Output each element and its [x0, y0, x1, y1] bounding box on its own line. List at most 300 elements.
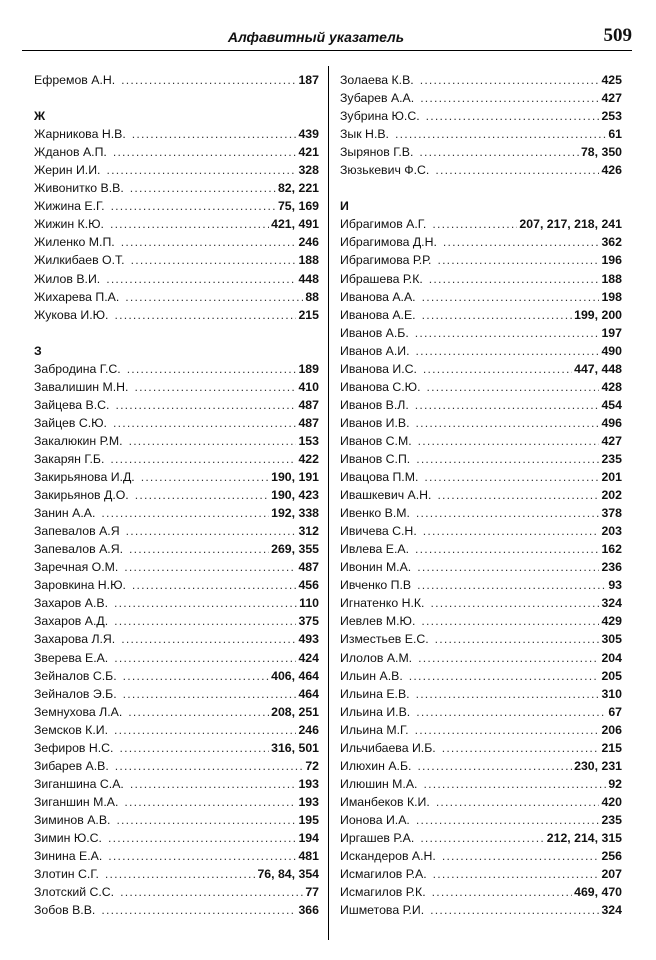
index-entry: [34, 865, 319, 883]
index-entry: [34, 630, 319, 648]
page-references: 312: [298, 524, 319, 539]
index-entry: [34, 125, 319, 143]
section-letter: З: [34, 343, 42, 358]
index-entry: [340, 793, 622, 811]
index-entry: [340, 739, 622, 757]
page-references: 366: [298, 903, 319, 918]
dot-leader: [442, 739, 600, 757]
index-entry: [340, 685, 622, 703]
author-name: Зиминов А.В.: [34, 812, 111, 827]
dot-leader: [420, 829, 544, 847]
dot-leader: [129, 432, 297, 450]
page-references: 256: [601, 849, 622, 864]
author-name: Закирьянов Д.О.: [34, 488, 129, 503]
author-name: Зибарев А.В.: [34, 758, 109, 773]
page-references: 246: [298, 235, 319, 250]
index-entry: [34, 414, 319, 432]
author-name: Искандеров А.Н.: [340, 849, 436, 864]
author-name: Захаров А.Д.: [34, 614, 109, 629]
author-name: Ильина И.В.: [340, 704, 411, 719]
index-entry: [340, 594, 622, 612]
author-name: Зверева Е.А.: [34, 650, 109, 665]
author-name: Запевалов А.Я.: [34, 542, 124, 557]
author-name: Заровкина Н.Ю.: [34, 578, 126, 593]
page-references: 426: [601, 163, 622, 178]
page-references: 206: [601, 722, 622, 737]
page-references: 162: [601, 542, 622, 557]
author-name: Жарникова Н.В.: [34, 127, 126, 142]
author-name: Жданов А.П.: [34, 145, 107, 160]
dot-leader: [113, 143, 297, 161]
author-name: Иргашев Р.А.: [340, 830, 415, 845]
author-name: Жилкибаев О.Т.: [34, 253, 125, 268]
index-entry: [340, 89, 622, 107]
page-references: 61: [608, 127, 622, 142]
page-references: 196: [601, 253, 622, 268]
page-references: 205: [601, 668, 622, 683]
dot-leader: [422, 288, 600, 306]
page-references: 447, 448: [574, 361, 622, 376]
page-references: 487: [298, 415, 319, 430]
page-references: 406, 464: [271, 668, 319, 683]
index-entry: [340, 468, 622, 486]
index-entry: [34, 811, 319, 829]
author-name: Иевлев М.Ю.: [340, 614, 416, 629]
dot-leader: [417, 757, 572, 775]
author-name: Жиленко М.П.: [34, 235, 115, 250]
index-entry: [340, 847, 622, 865]
page-references: 201: [601, 470, 622, 485]
index-entry: [34, 829, 319, 847]
author-name: Закарян Г.Б.: [34, 451, 105, 466]
index-entry: [34, 251, 319, 269]
page-references: 194: [298, 830, 319, 845]
dot-leader: [130, 775, 297, 793]
author-name: Илюхин А.Б.: [340, 758, 412, 773]
page-references: 328: [298, 163, 319, 178]
author-name: Зиганшин М.А.: [34, 794, 119, 809]
page-references: 188: [601, 271, 622, 286]
author-name: Ивацова П.М.: [340, 470, 419, 485]
index-entry: [34, 179, 319, 197]
index-entry: [340, 251, 622, 269]
page-references: 310: [601, 686, 622, 701]
author-name: Иванова А.А.: [340, 289, 416, 304]
index-entry: [34, 161, 319, 179]
dot-leader: [426, 107, 600, 125]
author-name: Ильина М.Г.: [340, 722, 409, 737]
author-name: Зык Н.В.: [340, 127, 389, 142]
index-entry: [34, 486, 319, 504]
dot-leader: [125, 288, 303, 306]
author-name: Жижина Е.Г.: [34, 199, 105, 214]
page-references: 153: [298, 433, 319, 448]
dot-leader: [416, 811, 600, 829]
index-entry: [340, 901, 622, 919]
index-entry: [34, 360, 319, 378]
author-name: Ишметова Р.И.: [340, 903, 425, 918]
page-references: 425: [601, 73, 622, 87]
page-references: 190, 423: [271, 488, 319, 503]
page-references: 375: [298, 614, 319, 629]
page-references: 207, 217, 218, 241: [519, 217, 622, 232]
page-references: 421: [298, 145, 319, 160]
author-name: Злотский С.С.: [34, 885, 115, 900]
dot-leader: [418, 432, 600, 450]
page-references: 469, 470: [574, 885, 622, 900]
dot-leader: [101, 504, 269, 522]
dot-leader: [120, 883, 303, 901]
page-references: 316, 501: [271, 740, 319, 755]
page-references: 76, 84, 354: [257, 867, 319, 882]
index-entry: [34, 197, 319, 215]
dot-leader: [115, 396, 296, 414]
page-references: 253: [601, 109, 622, 124]
dot-leader: [108, 829, 297, 847]
dot-leader: [415, 540, 599, 558]
author-name: Закирьянова И.Д.: [34, 470, 135, 485]
author-name: Занин А.А.: [34, 506, 96, 521]
dot-leader: [443, 233, 600, 251]
page-references: 195: [298, 812, 319, 827]
dot-leader: [115, 757, 304, 775]
dot-leader: [395, 125, 606, 143]
author-name: Ильина Е.В.: [340, 686, 410, 701]
index-entry: [340, 414, 622, 432]
index-entry: [34, 233, 319, 251]
dot-leader: [131, 251, 297, 269]
author-name: Зырянов Г.В.: [340, 145, 414, 160]
author-name: Иванов С.М.: [340, 433, 412, 448]
dot-leader: [106, 161, 296, 179]
section-letter: Ж: [34, 109, 46, 124]
page-references: 88: [305, 289, 319, 304]
dot-leader: [126, 522, 297, 540]
dot-leader: [435, 630, 600, 648]
dot-leader: [423, 360, 572, 378]
dot-leader: [129, 540, 269, 558]
author-name: Запевалов А.Я: [34, 524, 120, 539]
page-references: 192, 338: [271, 506, 319, 521]
dot-leader: [418, 649, 599, 667]
index-entry: [340, 432, 622, 450]
index-entry: [340, 865, 622, 883]
index-entry: [340, 612, 622, 630]
index-entry: [340, 324, 622, 342]
author-name: Ибрашева Р.К.: [340, 271, 423, 286]
page-references: 93: [608, 578, 622, 593]
index-entry: [340, 125, 622, 143]
author-name: Ильчибаева И.Б.: [340, 740, 436, 755]
page-references: 324: [601, 903, 622, 918]
page-references: 496: [601, 415, 622, 430]
page-references: 493: [298, 632, 319, 647]
index-entry: [34, 612, 319, 630]
author-name: Захаров А.В.: [34, 596, 108, 611]
author-name: Зинина Е.А.: [34, 849, 103, 864]
index-entry: [340, 829, 622, 847]
page-references: 487: [298, 560, 319, 575]
dot-leader: [106, 270, 296, 288]
index-entry: [34, 288, 319, 306]
author-name: Ивенко В.М.: [340, 506, 410, 521]
page-references: 203: [601, 524, 622, 539]
index-entry: [34, 703, 319, 721]
page-references: 236: [601, 560, 622, 575]
index-entry: [340, 233, 622, 251]
author-name: Заречная О.М.: [34, 560, 119, 575]
author-name: Иванов А.И.: [340, 343, 410, 358]
author-name: Золаева К.В.: [340, 73, 414, 87]
dot-leader: [128, 703, 269, 721]
dot-leader: [430, 594, 599, 612]
author-name: Земсков К.И.: [34, 722, 109, 737]
dot-leader: [419, 143, 579, 161]
page-references: 246: [298, 722, 319, 737]
page-references: 429: [601, 614, 622, 629]
author-name: Иванов С.П.: [340, 451, 411, 466]
page-references: 230, 231: [574, 758, 622, 773]
dot-leader: [116, 811, 296, 829]
index-entry: [34, 685, 319, 703]
index-entry: [34, 432, 319, 450]
index-entry: [34, 450, 319, 468]
page-references: 187: [298, 73, 319, 87]
page-references: 190, 191: [271, 470, 319, 485]
dot-leader: [124, 793, 296, 811]
index-entry: [340, 649, 622, 667]
author-name: Закалюкин Р.М.: [34, 433, 123, 448]
index-entry: [34, 667, 319, 685]
page-references: 448: [298, 271, 319, 286]
page-references: 202: [601, 488, 622, 503]
dot-leader: [430, 901, 599, 919]
author-name: Жерин И.И.: [34, 163, 101, 178]
index-entry: [340, 703, 622, 721]
page-references: 199, 200: [574, 307, 622, 322]
dot-leader: [101, 901, 296, 919]
page-references: 454: [601, 397, 622, 412]
author-name: Исмагилов Р.А.: [340, 867, 427, 882]
index-entry: [340, 161, 622, 179]
dot-leader: [427, 378, 600, 396]
page-references: 424: [298, 650, 319, 665]
index-entry: [34, 71, 319, 89]
author-name: Иманбеков К.И.: [340, 794, 430, 809]
page-references: 439: [298, 127, 319, 142]
index-entry: [34, 143, 319, 161]
dot-leader: [123, 667, 269, 685]
index-entry: [340, 486, 622, 504]
section-spacer: [34, 324, 319, 342]
index-entry: [34, 378, 319, 396]
dot-leader: [416, 450, 599, 468]
dot-leader: [123, 685, 297, 703]
index-entry: [34, 540, 319, 558]
right-column: [340, 71, 622, 919]
author-name: Злотин С.Г.: [34, 867, 99, 882]
dot-leader: [105, 865, 256, 883]
index-entry: [34, 721, 319, 739]
dot-leader: [114, 721, 296, 739]
dot-leader: [416, 504, 600, 522]
page-references: 75, 169: [277, 199, 319, 214]
page-references: 215: [298, 307, 319, 322]
section-letter: И: [340, 199, 349, 214]
author-name: Ибрагимова Р.Р.: [340, 253, 432, 268]
dot-leader: [416, 685, 600, 703]
dot-leader: [114, 612, 296, 630]
index-entry: [340, 721, 622, 739]
dot-leader: [141, 468, 269, 486]
page-references: 490: [601, 343, 622, 358]
left-column: [34, 71, 319, 919]
page-references: 420: [601, 794, 622, 809]
author-name: Ионова И.А.: [340, 812, 410, 827]
page-references: 427: [601, 91, 622, 106]
index-entry: [34, 522, 319, 540]
page-references: 235: [601, 451, 622, 466]
author-name: Иванов А.Б.: [340, 325, 409, 340]
author-name: Ивонин М.А.: [340, 560, 412, 575]
page-references: 422: [298, 451, 319, 466]
dot-leader: [415, 396, 600, 414]
page-header: [22, 26, 632, 52]
dot-leader: [432, 215, 517, 233]
index-entry: [340, 558, 622, 576]
page-references: 207: [601, 867, 622, 882]
page-references: 188: [298, 253, 319, 268]
dot-leader: [111, 197, 276, 215]
dot-leader: [416, 342, 600, 360]
page-references: 204: [601, 650, 622, 665]
author-name: Ивлева Е.А.: [340, 542, 409, 557]
dot-leader: [110, 215, 269, 233]
author-name: Захарова Л.Я.: [34, 632, 116, 647]
author-name: Иванов И.В.: [340, 415, 410, 430]
author-name: Иванова А.Е.: [340, 307, 416, 322]
author-name: Жихарева П.А.: [34, 289, 120, 304]
author-name: Зейналов С.Б.: [34, 668, 117, 683]
author-name: Завалишин М.Н.: [34, 379, 129, 394]
index-entry: [34, 883, 319, 901]
dot-leader: [433, 865, 600, 883]
index-entry: [340, 504, 622, 522]
author-name: Изместьев Е.С.: [340, 632, 429, 647]
index-entry: [340, 883, 622, 901]
dot-leader: [416, 703, 606, 721]
index-entry: [340, 450, 622, 468]
index-entry: [340, 288, 622, 306]
dot-leader: [417, 558, 599, 576]
dot-leader: [432, 883, 573, 901]
index-entry: [34, 649, 319, 667]
index-entry: [340, 342, 622, 360]
dot-leader: [421, 612, 599, 630]
author-name: Земнухова Л.А.: [34, 704, 123, 719]
index-entry: [34, 775, 319, 793]
page-references: 464: [298, 686, 319, 701]
index-entry: [340, 757, 622, 775]
dot-leader: [121, 630, 296, 648]
index-entry: [340, 522, 622, 540]
author-name: Ибрагимов А.Г.: [340, 217, 427, 232]
index-entry: [34, 215, 319, 233]
index-entry: [340, 775, 622, 793]
page-number: 509: [603, 25, 632, 46]
dot-leader: [437, 251, 599, 269]
index-entry: [34, 793, 319, 811]
dot-leader: [435, 161, 599, 179]
author-name: Ибрагимова Д.Н.: [340, 235, 437, 250]
header-rule: [22, 50, 632, 51]
author-name: Зиганшина С.А.: [34, 776, 124, 791]
page-references: 215: [601, 740, 622, 755]
author-name: Живонитко В.В.: [34, 181, 124, 196]
dot-leader: [108, 847, 296, 865]
index-entry: [34, 757, 319, 775]
dot-leader: [134, 378, 296, 396]
dot-leader: [429, 270, 600, 288]
dot-leader: [119, 739, 269, 757]
author-name: Исмагилов Р.К.: [340, 885, 426, 900]
dot-leader: [114, 649, 296, 667]
author-name: Забродина Г.С.: [34, 361, 121, 376]
page-references: 77: [305, 885, 319, 900]
dot-leader: [417, 576, 606, 594]
dot-leader: [124, 558, 296, 576]
page-references: 378: [601, 506, 622, 521]
index-entry: [340, 811, 622, 829]
author-name: Зефиров Н.С.: [34, 740, 114, 755]
page-references: 82, 221: [277, 181, 319, 196]
dot-leader: [420, 71, 600, 89]
page-references: 481: [298, 849, 319, 864]
author-name: Иванов В.Л.: [340, 397, 409, 412]
index-entry: [340, 576, 622, 594]
dot-leader: [121, 233, 297, 251]
dot-leader: [132, 125, 297, 143]
page-references: 421, 491: [271, 217, 319, 232]
index-entry: [340, 630, 622, 648]
page-references: 235: [601, 812, 622, 827]
author-name: Зейналов Э.Б.: [34, 686, 117, 701]
index-entry: [34, 396, 319, 414]
dot-leader: [415, 721, 600, 739]
index-entry: [34, 847, 319, 865]
dot-leader: [135, 486, 269, 504]
author-name: Жукова И.Ю.: [34, 307, 109, 322]
index-entry: [34, 594, 319, 612]
page-references: 110: [299, 596, 319, 611]
index-entry: [34, 270, 319, 288]
index-entry: [340, 270, 622, 288]
index-entry: [34, 306, 319, 324]
index-entry: [340, 360, 622, 378]
page-references: 197: [601, 325, 622, 340]
index-entry: [340, 306, 622, 324]
dot-leader: [436, 793, 600, 811]
page-references: 269, 355: [271, 542, 319, 557]
page-references: 428: [601, 379, 622, 394]
dot-leader: [114, 306, 296, 324]
page-references: 324: [601, 596, 622, 611]
author-name: Ефремов А.Н.: [34, 73, 116, 87]
page-references: 456: [298, 578, 319, 593]
page-references: 72: [305, 758, 319, 773]
dot-leader: [420, 89, 599, 107]
dot-leader: [423, 522, 600, 540]
